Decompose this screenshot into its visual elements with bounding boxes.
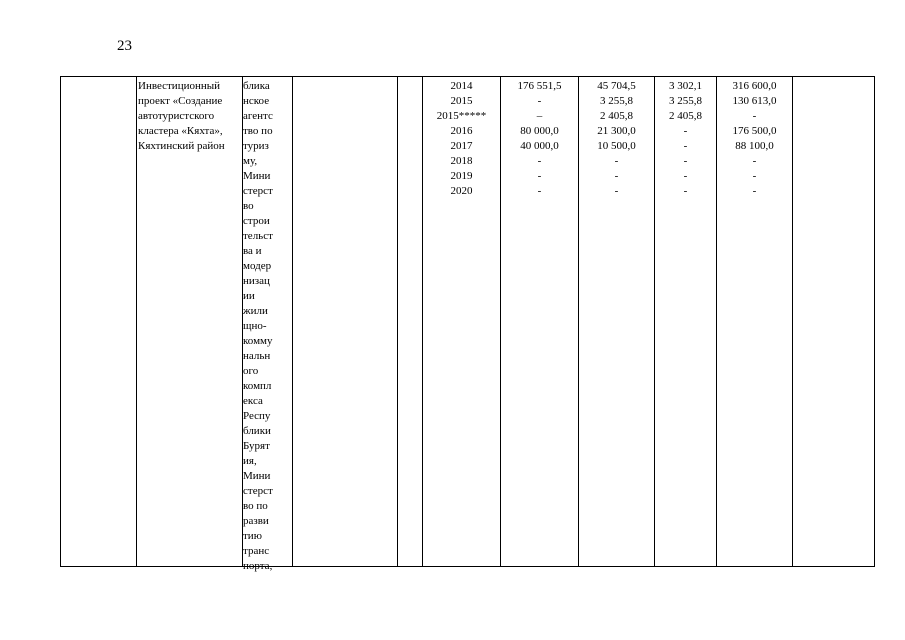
funding-value: - bbox=[614, 185, 619, 197]
years-cell bbox=[423, 79, 500, 199]
funding-value: 176 500,0 bbox=[732, 125, 777, 137]
column-divider bbox=[292, 77, 293, 566]
executor-line: стерст bbox=[243, 185, 273, 197]
project-name-line: автотуристского bbox=[138, 110, 215, 122]
funding-value: - bbox=[683, 125, 688, 137]
funding-value: - bbox=[752, 185, 757, 197]
executor-line: тво по bbox=[243, 125, 273, 137]
executor-line: блика bbox=[243, 80, 270, 92]
funding-col3-cell bbox=[655, 79, 716, 199]
funding-value: 40 000,0 bbox=[520, 140, 559, 152]
executor-line: блики bbox=[243, 425, 271, 437]
executor-line: комму bbox=[243, 335, 273, 347]
year-value: 2020 bbox=[450, 185, 473, 197]
funding-value: - bbox=[537, 170, 542, 182]
year-value: 2017 bbox=[450, 140, 473, 152]
funding-value: - bbox=[537, 95, 542, 107]
year-value: 2015 bbox=[450, 95, 473, 107]
executor-line: во bbox=[243, 200, 254, 212]
funding-value: 130 613,0 bbox=[732, 95, 777, 107]
executor-line: транс bbox=[243, 545, 270, 557]
year-value: 2018 bbox=[450, 155, 473, 167]
executor-line: агентс bbox=[243, 110, 273, 122]
project-name-line: Кяхтинский район bbox=[138, 140, 225, 152]
funding-value: - bbox=[683, 170, 688, 182]
year-value: 2016 bbox=[450, 125, 473, 137]
project-name-line: Инвестиционный bbox=[138, 80, 221, 92]
year-value: 2019 bbox=[450, 170, 473, 182]
funding-value: – bbox=[536, 110, 543, 122]
funding-value: - bbox=[752, 170, 757, 182]
executors-cell bbox=[243, 79, 291, 574]
funding-value: - bbox=[683, 185, 688, 197]
funding-value: 3 302,1 bbox=[669, 80, 702, 92]
executor-line: тельст bbox=[243, 230, 273, 242]
year-value: 2015***** bbox=[436, 110, 487, 122]
executor-line: низац bbox=[243, 275, 270, 287]
funding-value: 21 300,0 bbox=[597, 125, 636, 137]
funding-value: - bbox=[752, 110, 757, 122]
funding-col4-cell bbox=[717, 79, 792, 199]
year-value: 2014 bbox=[450, 80, 473, 92]
executor-line: стерст bbox=[243, 485, 273, 497]
executor-line: екса bbox=[243, 395, 263, 407]
executor-line: нальн bbox=[243, 350, 271, 362]
funding-value: - bbox=[537, 155, 542, 167]
column-divider bbox=[792, 77, 793, 566]
funding-value: 3 255,8 bbox=[669, 95, 702, 107]
funding-value: 10 500,0 bbox=[597, 140, 636, 152]
project-name-line: кластера «Кяхта», bbox=[138, 125, 223, 137]
funding-value: - bbox=[614, 155, 619, 167]
executor-line: ва и bbox=[243, 245, 262, 257]
column-divider bbox=[397, 77, 398, 566]
funding-col2-cell bbox=[579, 79, 654, 199]
funding-value: - bbox=[683, 155, 688, 167]
funding-total-cell bbox=[501, 79, 578, 199]
executor-line: жили bbox=[243, 305, 268, 317]
executor-line: Бурят bbox=[243, 440, 270, 452]
project-name-line: проект «Создание bbox=[138, 95, 223, 107]
executor-line: тию bbox=[243, 530, 262, 542]
funding-value: 2 405,8 bbox=[600, 110, 633, 122]
funding-value: 316 600,0 bbox=[732, 80, 777, 92]
funding-value: 45 704,5 bbox=[597, 80, 636, 92]
executor-line: порта, bbox=[243, 560, 273, 572]
funding-value: - bbox=[752, 155, 757, 167]
page-number: 23 bbox=[117, 38, 132, 54]
executor-line: разви bbox=[243, 515, 269, 527]
funding-value: 176 551,5 bbox=[517, 80, 562, 92]
project-name-cell bbox=[138, 79, 242, 154]
executor-line: компл bbox=[243, 380, 272, 392]
executor-line: строи bbox=[243, 215, 270, 227]
program-table bbox=[60, 76, 875, 572]
funding-value: - bbox=[683, 140, 688, 152]
funding-value: - bbox=[614, 170, 619, 182]
executor-line: ого bbox=[243, 365, 259, 377]
executor-line: ия, bbox=[243, 455, 257, 467]
executor-line: ии bbox=[243, 290, 255, 302]
executor-line: щно- bbox=[243, 320, 267, 332]
funding-value: 80 000,0 bbox=[520, 125, 559, 137]
executor-line: туриз bbox=[243, 140, 269, 152]
funding-value: 2 405,8 bbox=[669, 110, 702, 122]
executor-line: во по bbox=[243, 500, 268, 512]
executor-line: му, bbox=[243, 155, 258, 167]
executor-line: нское bbox=[243, 95, 270, 107]
executor-line: Респу bbox=[243, 410, 271, 422]
column-divider bbox=[136, 77, 137, 566]
funding-value: 88 100,0 bbox=[735, 140, 774, 152]
executor-line: модер bbox=[243, 260, 272, 272]
funding-value: - bbox=[537, 185, 542, 197]
executor-line: Мини bbox=[243, 470, 271, 482]
funding-value: 3 255,8 bbox=[600, 95, 633, 107]
executor-line: Мини bbox=[243, 170, 271, 182]
